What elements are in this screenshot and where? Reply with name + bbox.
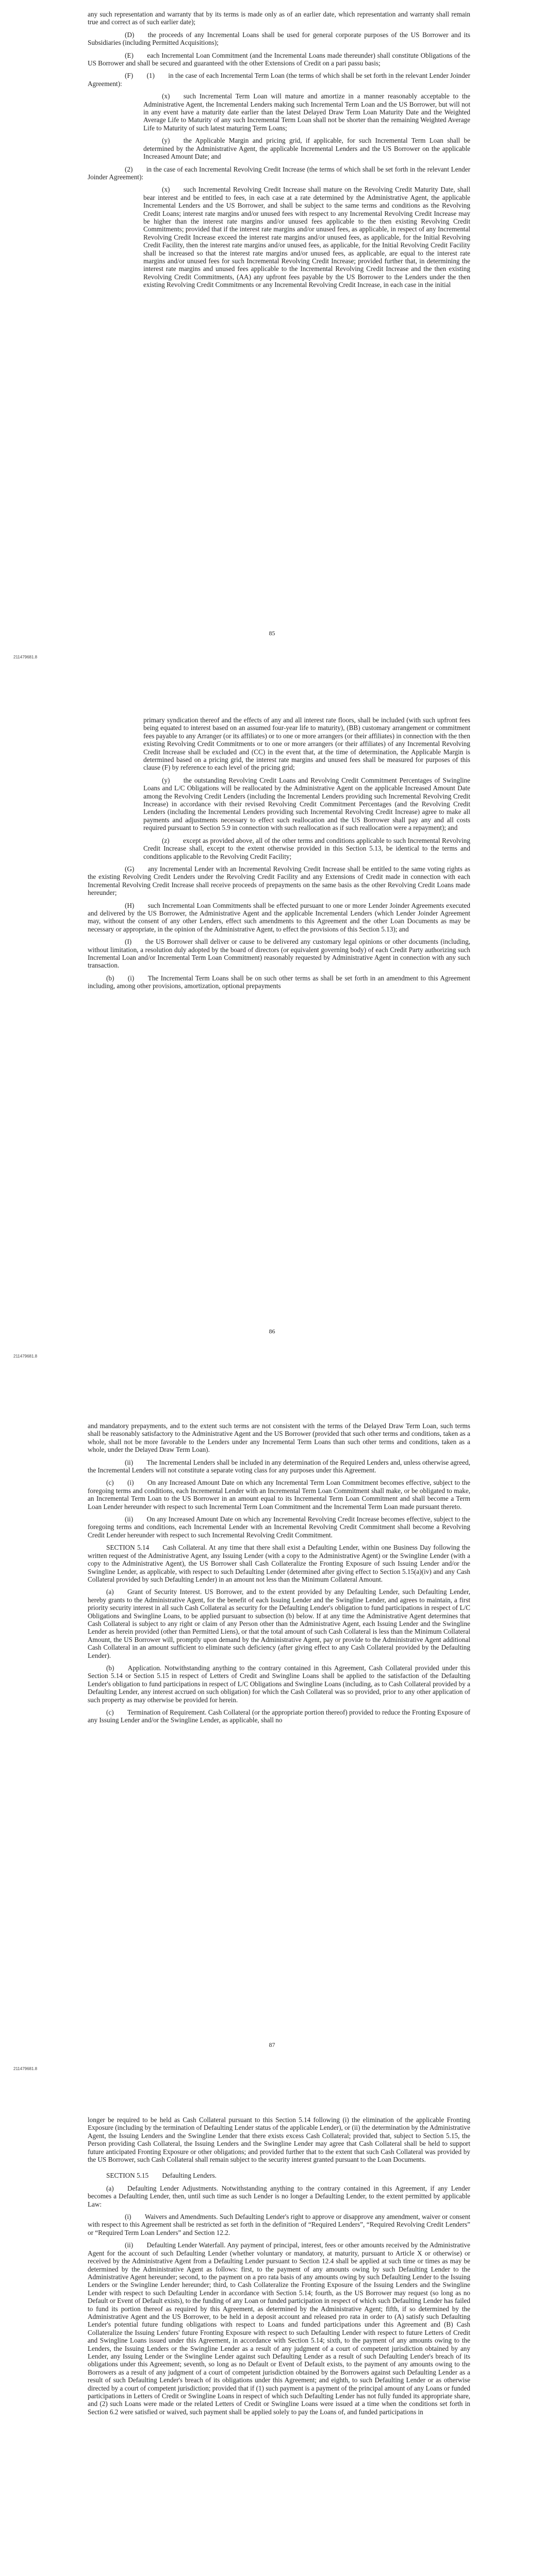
paragraph: (i) Waivers and Amendments. Such Defaulting Lender's right to approve or disapprove any amendment, waiver or consent with respect to this Agreement shall be restricted as set forth in the definition of “Required Lenders”, “Required Revolving Credit Lenders” or “Required Term Loan Lenders” and Section 12.2.: [88, 2213, 470, 2236]
page-body: [88, 1422, 470, 1729]
paragraph: (2) in the case of each Incremental Revolving Credit Increase (the terms of which shall be set forth in the relevant Lender Joinder Agreement):: [88, 165, 470, 181]
page-body: [88, 716, 470, 995]
page-number: 85: [269, 630, 275, 637]
paragraph: any such representation and warranty that by its terms is made only as of an earlier date, which representation and warranty shall remain true and correct as of such earlier date);: [88, 10, 470, 26]
paragraph: (ii) Defaulting Lender Waterfall. Any payment of principal, interest, fees or other amounts received by the Administrative Agent for the account of such Defaulting Lender (whether voluntary or mandatory, at maturity, pursuant to Article X or otherwise) or received by the Administrative Agent from a Defaulting Lender pursuant to Section 12.4 shall be applied at such time or times as may be determined by the Administrative Agent as follows: first, to the payment of any amounts owing by such Defaulting Lender to the Administrative Agent hereunder; second, to the payment on a pro rata basis of any amounts owing by such Defaulting Lender to the Issuing Lenders or the Swingline Lender hereunder; third, to Cash Collateralize the Fronting Exposure of the Issuing Lenders and the Swingline Lender with respect to such Defaulting Lender in accordance with Section 5.14; fourth, as the US Borrower may request (so long as no Default or Event of Default exists), to the funding of any Loan or funded participation in respect of which such Defaulting Lender has failed to fund its portion thereof as required by this Agreement, as determined by the Administrative Agent; fifth, if so determined by the Administrative Agent and the US Borrower, to be held in a deposit account and released pro rata in order to (A) satisfy such Defaulting Lender's potential future funding obligations with respect to Loans and funded participations under this Agreement and (B) Cash Collateralize the Issuing Lenders' future Fronting Exposure with respect to such Defaulting Lender with respect to future Letters of Credit and Swingline Loans issued under this Agreement, in accordance with Section 5.14; sixth, to the payment of any amounts owing to the Lenders, the Issuing Lenders or the Swingline Lender as a result of any judgment of a court of competent jurisdiction obtained by any Lender, any Issuing Lender or the Swingline Lender against such Defaulting Lender as a result of such Defaulting Lender's breach of its obligations under this Agreement; seventh, so long as no Default or Event of Default exists, to the payment of any amounts owing to the Borrowers as a result of any judgment of a court of competent jurisdiction obtained by the Borrowers against such Defaulting Lender as a result of such Defaulting Lender's breach of its obligations under this Agreement; and eighth, to such Defaulting Lender or as otherwise directed by a court of competent jurisdiction; provided that if (1) such payment is a payment of the principal amount of any Loans or funded participations in Letters of Credit or Swingline Loans in respect of which such Defaulting Lender has not fully funded its appropriate share, and (2) such Loans were made or the related Letters of Credit or Swingline Loans were issued at a time when the conditions set forth in Section 6.2 were satisfied or waived, such payment shall be applied solely to pay the Loans of, and funded participations in: [88, 2241, 470, 2416]
paragraph: (I) the US Borrower shall deliver or cause to be delivered any customary legal opinions or other documents (including, without limitation, a resolution duly adopted by the board of directors (or equivalent governing body) of each Credit Party authorizing such Incremental Loan and/or Incremental Term Loan Commitment) reasonably requested by Administrative Agent in connection with any such transaction.: [88, 938, 470, 970]
paragraph: (c) (i) On any Increased Amount Date on which any Incremental Term Loan Commitment becomes effective, subject to the foregoing terms and conditions, each Incremental Lender with an Incremental Term Loan Commitment shall make, or be obligated to make, an Incremental Term Loan to the US Borrower in an amount equal to its Incremental Term Loan Commitment and shall become a Term Loan Lender hereunder with respect to such Incremental Term Loan Commitment and the Incremental Term Loan made pursuant thereto.: [88, 1479, 470, 1511]
page-body: [88, 2116, 470, 2420]
paragraph: (D) the proceeds of any Incremental Loans shall be used for general corporate purposes of the US Borrower and its Subsidiaries (including Permitted Acquisitions);: [88, 30, 470, 47]
paragraph: (x) such Incremental Revolving Credit Increase shall mature on the Revolving Credit Maturity Date, shall bear interest and be entitled to fees, in each case at a rate determined by the Administrative Agent, the applicable Incremental Lenders and the US Borrower, and shall be subject to the same terms and conditions as the Revolving Credit Loans; interest rate margins and/or unused fees with respect to any Incremental Revolving Credit Increase may be higher than the interest rate margins and/or unused fees applicable to the then existing Revolving Credit Commitments; provided that if the interest rate margins and/or unused fees, as applicable, in respect of any Incremental Revolving Credit Increase exceed the interest rate margins and/or unused fees, as applicable, for the Initial Revolving Credit Facility, then the interest rate margins and/or unused fees, as applicable, for the Initial Revolving Credit Facility shall be increased so that the interest rate margins and/or unused fees, as applicable, are equal to the interest rate margins and/or unused fees for such Incremental Revolving Credit Increase; provided further that, in determining the interest rate margins and unused fees applicable to the Incremental Revolving Credit Increase and the then existing Revolving Credit Commitments, (AA) any upfront fees payable by the US Borrower to the Lenders under the then existing Revolving Credit Commitments or any Incremental Revolving Credit Increase, in each case in the initial: [143, 185, 470, 289]
paragraph: longer be required to be held as Cash Collateral pursuant to this Section 5.14 following (i) the elimination of the applicable Fronting Exposure (including by the termination of Defaulting Lender status of the applicable Lender), or (ii) the determination by the Administrative Agent, the Issuing Lenders and the Swingline Lender that there exists excess Cash Collateral; provided that, subject to Section 5.15, the Person providing Cash Collateral, the Issuing Lenders and the Swingline Lender may agree that Cash Collateral shall be held to support future anticipated Fronting Exposure or other obligations; and provided further that to the extent that such Cash Collateral was provided by the US Borrower, such Cash Collateral shall remain subject to the security interest granted pursuant to the Loan Documents.: [88, 2116, 470, 2164]
paragraph: (y) the outstanding Revolving Credit Loans and Revolving Credit Commitment Percentages of Swingline Loans and L/C Obligations will be reallocated by the Administrative Agent on the applicable Increased Amount Date among the Revolving Credit Lenders (including the Incremental Lenders providing such Incremental Revolving Credit Increase) in accordance with their revised Revolving Credit Commitment Percentages (and the Revolving Credit Lenders (including the Incremental Lenders providing such Incremental Revolving Credit Increase) agree to make all payments and adjustments necessary to effect such reallocation and the US Borrower shall pay any and all costs required pursuant to Section 5.9 in connection with such reallocation as if such reallocation were a repayment); and: [143, 776, 470, 832]
document-id: 211479681.8: [13, 2066, 38, 2071]
paragraph: (E) each Incremental Loan Commitment (and the Incremental Loans made thereunder) shall constitute Obligations of the US Borrower and shall be secured and guaranteed with the other Extensions of Credit on a pari passu basis;: [88, 51, 470, 67]
page-body: [88, 10, 470, 294]
paragraph: (ii) The Incremental Lenders shall be included in any determination of the Required Lenders and, unless otherwise agreed, the Incremental Lenders will not constitute a separate voting class for any purposes under this Agreement.: [88, 1458, 470, 1475]
document-id: 211479681.8: [13, 1354, 38, 1359]
document-page: [0, 703, 544, 1406]
paragraph: (ii) On any Increased Amount Date on which any Incremental Revolving Credit Increase becomes effective, subject to the foregoing terms and conditions, each Incremental Lender with an Incremental Revolving Credit Commitment shall become a Revolving Credit Lender hereunder with respect to such Incremental Revolving Credit Commitment.: [88, 1515, 470, 1539]
document-page: [0, 0, 544, 703]
paragraph: (z) except as provided above, all of the other terms and conditions applicable to such Incremental Revolving Credit Increase shall, except to the extent otherwise provided in this Section 5.13, be identical to the terms and conditions applicable to the Revolving Credit Facility;: [143, 836, 470, 860]
paragraph: (H) such Incremental Loan Commitments shall be effected pursuant to one or more Lender Joinder Agreements executed and delivered by the US Borrower, the Administrative Agent and the applicable Incremental Lenders (which Lender Joinder Agreement may, without the consent of any other Lenders, effect such amendments to this Agreement and the other Loan Documents as may be necessary or appropriate, in the opinion of the Administrative Agent, to effect the provisions of this Section 5.13); and: [88, 901, 470, 933]
paragraph: (a) Grant of Security Interest. US Borrower, and to the extent provided by any Defaulting Lender, such Defaulting Lender, hereby grants to the Administrative Agent, for the benefit of each Issuing Lender and the Swingline Lender, and agrees to maintain, a first priority security interest in all such Cash Collateral as security for the Defaulting Lender's obligation to fund participations in respect of L/C Obligations and Swingline Loans, to be applied pursuant to subsection (b) below. If at any time the Administrative Agent determines that Cash Collateral is subject to any right or claim of any Person other than the Administrative Agent, each Issuing Lender and the Swingline Lender as herein provided (other than Permitted Liens), or that the total amount of such Cash Collateral is less than the Minimum Collateral Amount, the US Borrower will, promptly upon demand by the Administrative Agent, pay or provide to the Administrative Agent additional Cash Collateral in an amount sufficient to eliminate such deficiency (after giving effect to any Cash Collateral provided by the Defaulting Lender).: [88, 1588, 470, 1659]
page-number: 86: [269, 1328, 275, 1335]
paragraph: (y) the Applicable Margin and pricing grid, if applicable, for such Incremental Term Loan shall be determined by the Administrative Agent, the applicable Incremental Lenders and the US Borrower on the applicable Increased Amount Date; and: [143, 137, 470, 161]
page-number: 87: [269, 2041, 275, 2048]
paragraph: primary syndication thereof and the effects of any and all interest rate floors, shall be included (with such upfront fees being equated to interest based on an assumed four-year life to maturity), (BB) customary arrangement or commitment fees payable to any Arranger (or its affiliates) or to one or more arrangers (or their affiliates) in connection with the then existing Revolving Credit Commitments or to one or more arrangers (or their affiliates) of any Incremental Revolving Credit Increase shall be excluded and (CC) in the event that, at the time of determination, the Applicable Margin is determined based on a pricing grid, the interest rate margins and unused fees shall be measured for purposes of this clause (F) by reference to each level of the pricing grid;: [143, 716, 470, 772]
paragraph: (F) (1) in the case of each Incremental Term Loan (the terms of which shall be set forth in the relevant Lender Joinder Agreement):: [88, 72, 470, 88]
paragraph: (b) Application. Notwithstanding anything to the contrary contained in this Agreement, Cash Collateral provided under this Section 5.14 or Section 5.15 in respect of Letters of Credit and Swingline Loans shall be applied to the satisfaction of the Defaulting Lender's obligation to fund participations in respect of L/C Obligations and Swingline Loans (including, as to Cash Collateral provided by a Defaulting Lender, any interest accrued on such obligation) for which the Cash Collateral was so provided, prior to any other application of such property as may otherwise be provided for herein.: [88, 1664, 470, 1704]
document-page: [0, 1406, 544, 2110]
paragraph: and mandatory prepayments, and to the extent such terms are not consistent with the terms of the Delayed Draw Term Loan, such terms shall be reasonably satisfactory to the Administrative Agent and the US Borrower (provided that such other terms and conditions, taken as a whole, shall not be more favorable to the Lenders under any Incremental Term Loans than such other terms and conditions, taken as a whole, under the Delayed Draw Term Loan).: [88, 1422, 470, 1454]
document-id: 211479681.8: [13, 655, 38, 659]
paragraph: (a) Defaulting Lender Adjustments. Notwithstanding anything to the contrary contained in this Agreement, if any Lender becomes a Defaulting Lender, then, until such time as such Lender is no longer a Defaulting Lender, to the extent permitted by applicable Law:: [88, 2184, 470, 2208]
paragraph: (G) any Incremental Lender with an Incremental Revolving Credit Increase shall be entitled to the same voting rights as the existing Revolving Credit Lenders under the Revolving Credit Facility and any Extensions of Credit made in connection with each Incremental Revolving Credit Increase shall receive proceeds of prepayments on the same basis as the other Revolving Credit Loans made hereunder;: [88, 865, 470, 897]
paragraph: (c) Termination of Requirement. Cash Collateral (or the appropriate portion thereof) provided to reduce the Fronting Exposure of any Issuing Lender and/or the Swingline Lender, as applicable, shall no: [88, 1708, 470, 1724]
section-heading: SECTION 5.15 Defaulting Lenders.: [106, 2172, 217, 2180]
document-page: [0, 2110, 544, 2576]
paragraph: SECTION 5.14 Cash Collateral. At any time that there shall exist a Defaulting Lender, within one Business Day following the written request of the Administrative Agent, any Issuing Lender (with a copy to the Administrative Agent) or the Swingline Lender (with a copy to the Administrative Agent), the US Borrower shall Cash Collateralize the Fronting Exposure of such Issuing Lender and/or the Swingline Lender, as applicable, with respect to such Defaulting Lender (determined after giving effect to Section 5.15(a)(iv) and any Cash Collateral provided by such Defaulting Lender) in an amount not less than the Minimum Collateral Amount.: [88, 1544, 470, 1583]
paragraph: (b) (i) The Incremental Term Loans shall be on such other terms as shall be set forth in an amendment to this Agreement including, among other provisions, amortization, optional prepayments: [88, 974, 470, 990]
paragraph: (x) such Incremental Term Loan will mature and amortize in a manner reasonably acceptable to the Administrative Agent, the Incremental Lenders making such Incremental Term Loan and the US Borrower, but will not in any event have a maturity date earlier than the latest Delayed Draw Term Loan Maturity Date and the Weighted Average Life to Maturity of any such Incremental Term Loan shall not be shorter than the remaining Weighted Average Life to Maturity of such latest maturing Term Loans;: [143, 92, 470, 132]
